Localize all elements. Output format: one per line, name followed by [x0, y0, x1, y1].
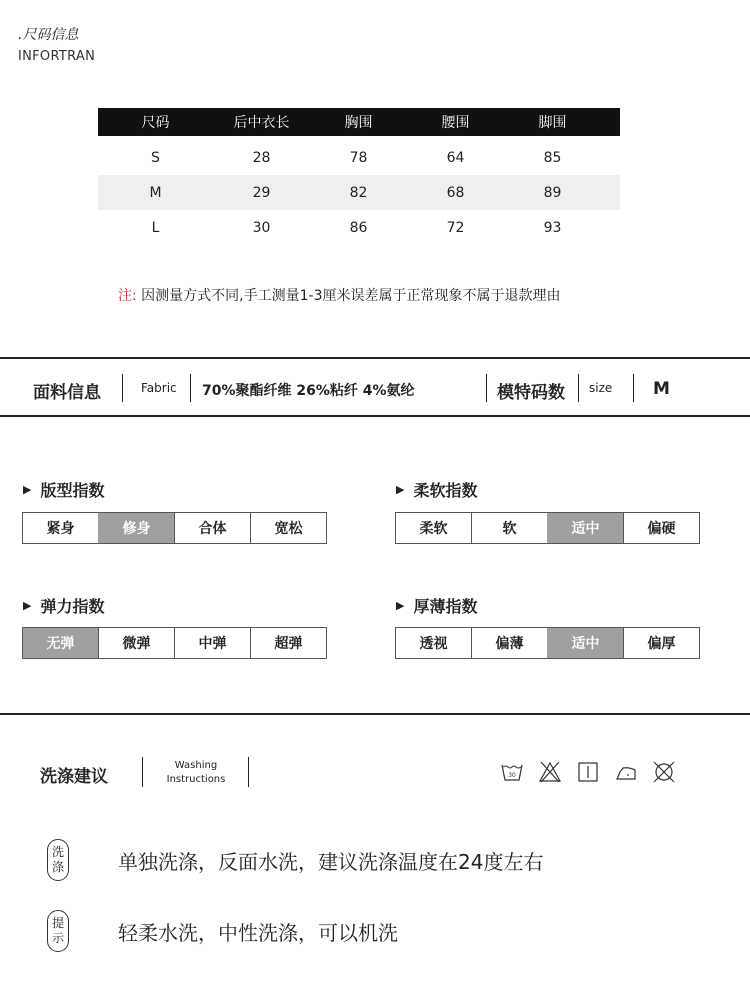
divider [578, 374, 579, 402]
fit-index-label: 版型指数 [40, 481, 105, 500]
softness-option-firm: 偏硬 [623, 513, 699, 543]
divider [190, 374, 191, 402]
fit-index-bar [22, 512, 327, 544]
fit-index-title [23, 478, 104, 501]
size-table [98, 108, 620, 245]
header-chest: 胸围 [344, 115, 373, 131]
wash-temp-label: 30 [508, 772, 516, 779]
divider [248, 757, 249, 787]
table-cell: M [149, 184, 162, 201]
wash-30-icon [500, 760, 524, 784]
table-cell: 68 [446, 184, 465, 201]
triangle-icon: ▶ [23, 483, 32, 496]
fit-option-tight: 紧身 [46, 521, 75, 537]
measurement-note [118, 285, 561, 305]
tip-text-wash: 单独洗涤，反面水洗，建议洗涤温度在24度左右 [118, 850, 544, 874]
fit-option-slim: 修身 [98, 513, 174, 543]
elasticity-index-title [23, 594, 104, 617]
triangle-icon: ▶ [396, 599, 405, 612]
softness-index-bar [395, 512, 700, 544]
tip-badge-wash [47, 839, 69, 881]
table-row [98, 210, 620, 245]
divider [486, 374, 487, 402]
thickness-index-title [396, 594, 477, 617]
note-text: 因测量方式不同,手工测量1-3厘米误差属于正常现象不属于退款理由 [141, 288, 561, 304]
elasticity-option-high: 超弹 [250, 628, 326, 658]
thickness-index-label: 厚薄指数 [413, 597, 478, 616]
divider [0, 713, 750, 715]
fabric-label: 面料信息 [33, 383, 101, 403]
size-section-subtitle: INFORTRAN [18, 49, 96, 64]
thickness-index-bar [395, 627, 700, 659]
thickness-option-thin: 偏薄 [471, 628, 547, 658]
table-cell: 82 [349, 184, 368, 201]
table-cell: 89 [543, 184, 562, 201]
table-row [98, 175, 620, 210]
tip-text-notice: 轻柔水洗，中性洗涤，可以机洗 [118, 921, 398, 945]
softness-index-title [396, 478, 477, 501]
elasticity-option-medium: 中弹 [174, 628, 250, 658]
table-cell: 64 [446, 149, 465, 166]
softness-option-soft: 软 [471, 513, 547, 543]
size-section-title: .尺码信息 [18, 27, 79, 43]
table-cell: L [151, 219, 160, 236]
tip-badge-char: 洗 [51, 845, 64, 859]
thickness-option-sheer: 透视 [419, 636, 448, 652]
no-bleach-icon [538, 760, 562, 784]
triangle-icon: ▶ [396, 483, 405, 496]
table-cell: 30 [252, 219, 271, 236]
no-tumble-dry-icon [652, 760, 676, 784]
elasticity-option-slight: 微弹 [98, 628, 174, 658]
low-iron-icon [614, 760, 638, 784]
model-size-label: 模特码数 [497, 383, 565, 403]
divider [0, 415, 750, 417]
table-cell: 85 [543, 149, 562, 166]
table-cell: S [151, 149, 160, 166]
washing-title-en-line1: Washing [174, 760, 218, 771]
washing-title-en [152, 759, 240, 787]
table-cell: 86 [349, 219, 368, 236]
washing-title: 洗涤建议 [40, 767, 108, 787]
care-icons [500, 760, 676, 784]
note-label: 注: [118, 288, 137, 304]
table-cell: 28 [252, 149, 271, 166]
elasticity-option-none: 无弹 [23, 628, 98, 658]
table-cell: 29 [252, 184, 271, 201]
header-size: 尺码 [141, 115, 170, 131]
tip-badge-char: 提 [51, 916, 64, 930]
header-hem: 脚围 [538, 115, 567, 131]
elasticity-index-label: 弹力指数 [40, 597, 105, 616]
table-cell: 72 [446, 219, 465, 236]
table-row [98, 140, 620, 175]
divider [122, 374, 123, 402]
tip-badge-char: 涤 [51, 860, 64, 874]
table-cell: 93 [543, 219, 562, 236]
softness-option-very-soft: 柔软 [419, 521, 448, 537]
tip-badge-char: 示 [51, 931, 64, 945]
thickness-option-thick: 偏厚 [623, 628, 699, 658]
header-waist: 腰围 [441, 115, 470, 131]
divider [142, 757, 143, 787]
fit-option-loose: 宽松 [250, 513, 326, 543]
fabric-label-en: Fabric [141, 381, 177, 395]
fit-option-regular: 合体 [174, 513, 250, 543]
hang-dry-icon [576, 760, 600, 784]
thickness-option-medium: 适中 [547, 628, 623, 658]
triangle-icon: ▶ [23, 599, 32, 612]
header-length: 后中衣长 [233, 115, 290, 131]
softness-index-label: 柔软指数 [413, 481, 478, 500]
elasticity-index-bar [22, 627, 327, 659]
divider [633, 374, 634, 402]
model-size-label-en: size [589, 381, 613, 395]
fabric-composition: 70%聚酯纤维 26%粘纤 4%氨纶 [202, 383, 415, 399]
table-cell: 78 [349, 149, 368, 166]
size-table-header [98, 108, 620, 136]
softness-option-medium: 适中 [547, 513, 623, 543]
model-size-value: M [653, 379, 670, 399]
tip-badge-notice [47, 910, 69, 952]
washing-title-en-line2: Instructions [166, 774, 226, 785]
divider [0, 357, 750, 359]
